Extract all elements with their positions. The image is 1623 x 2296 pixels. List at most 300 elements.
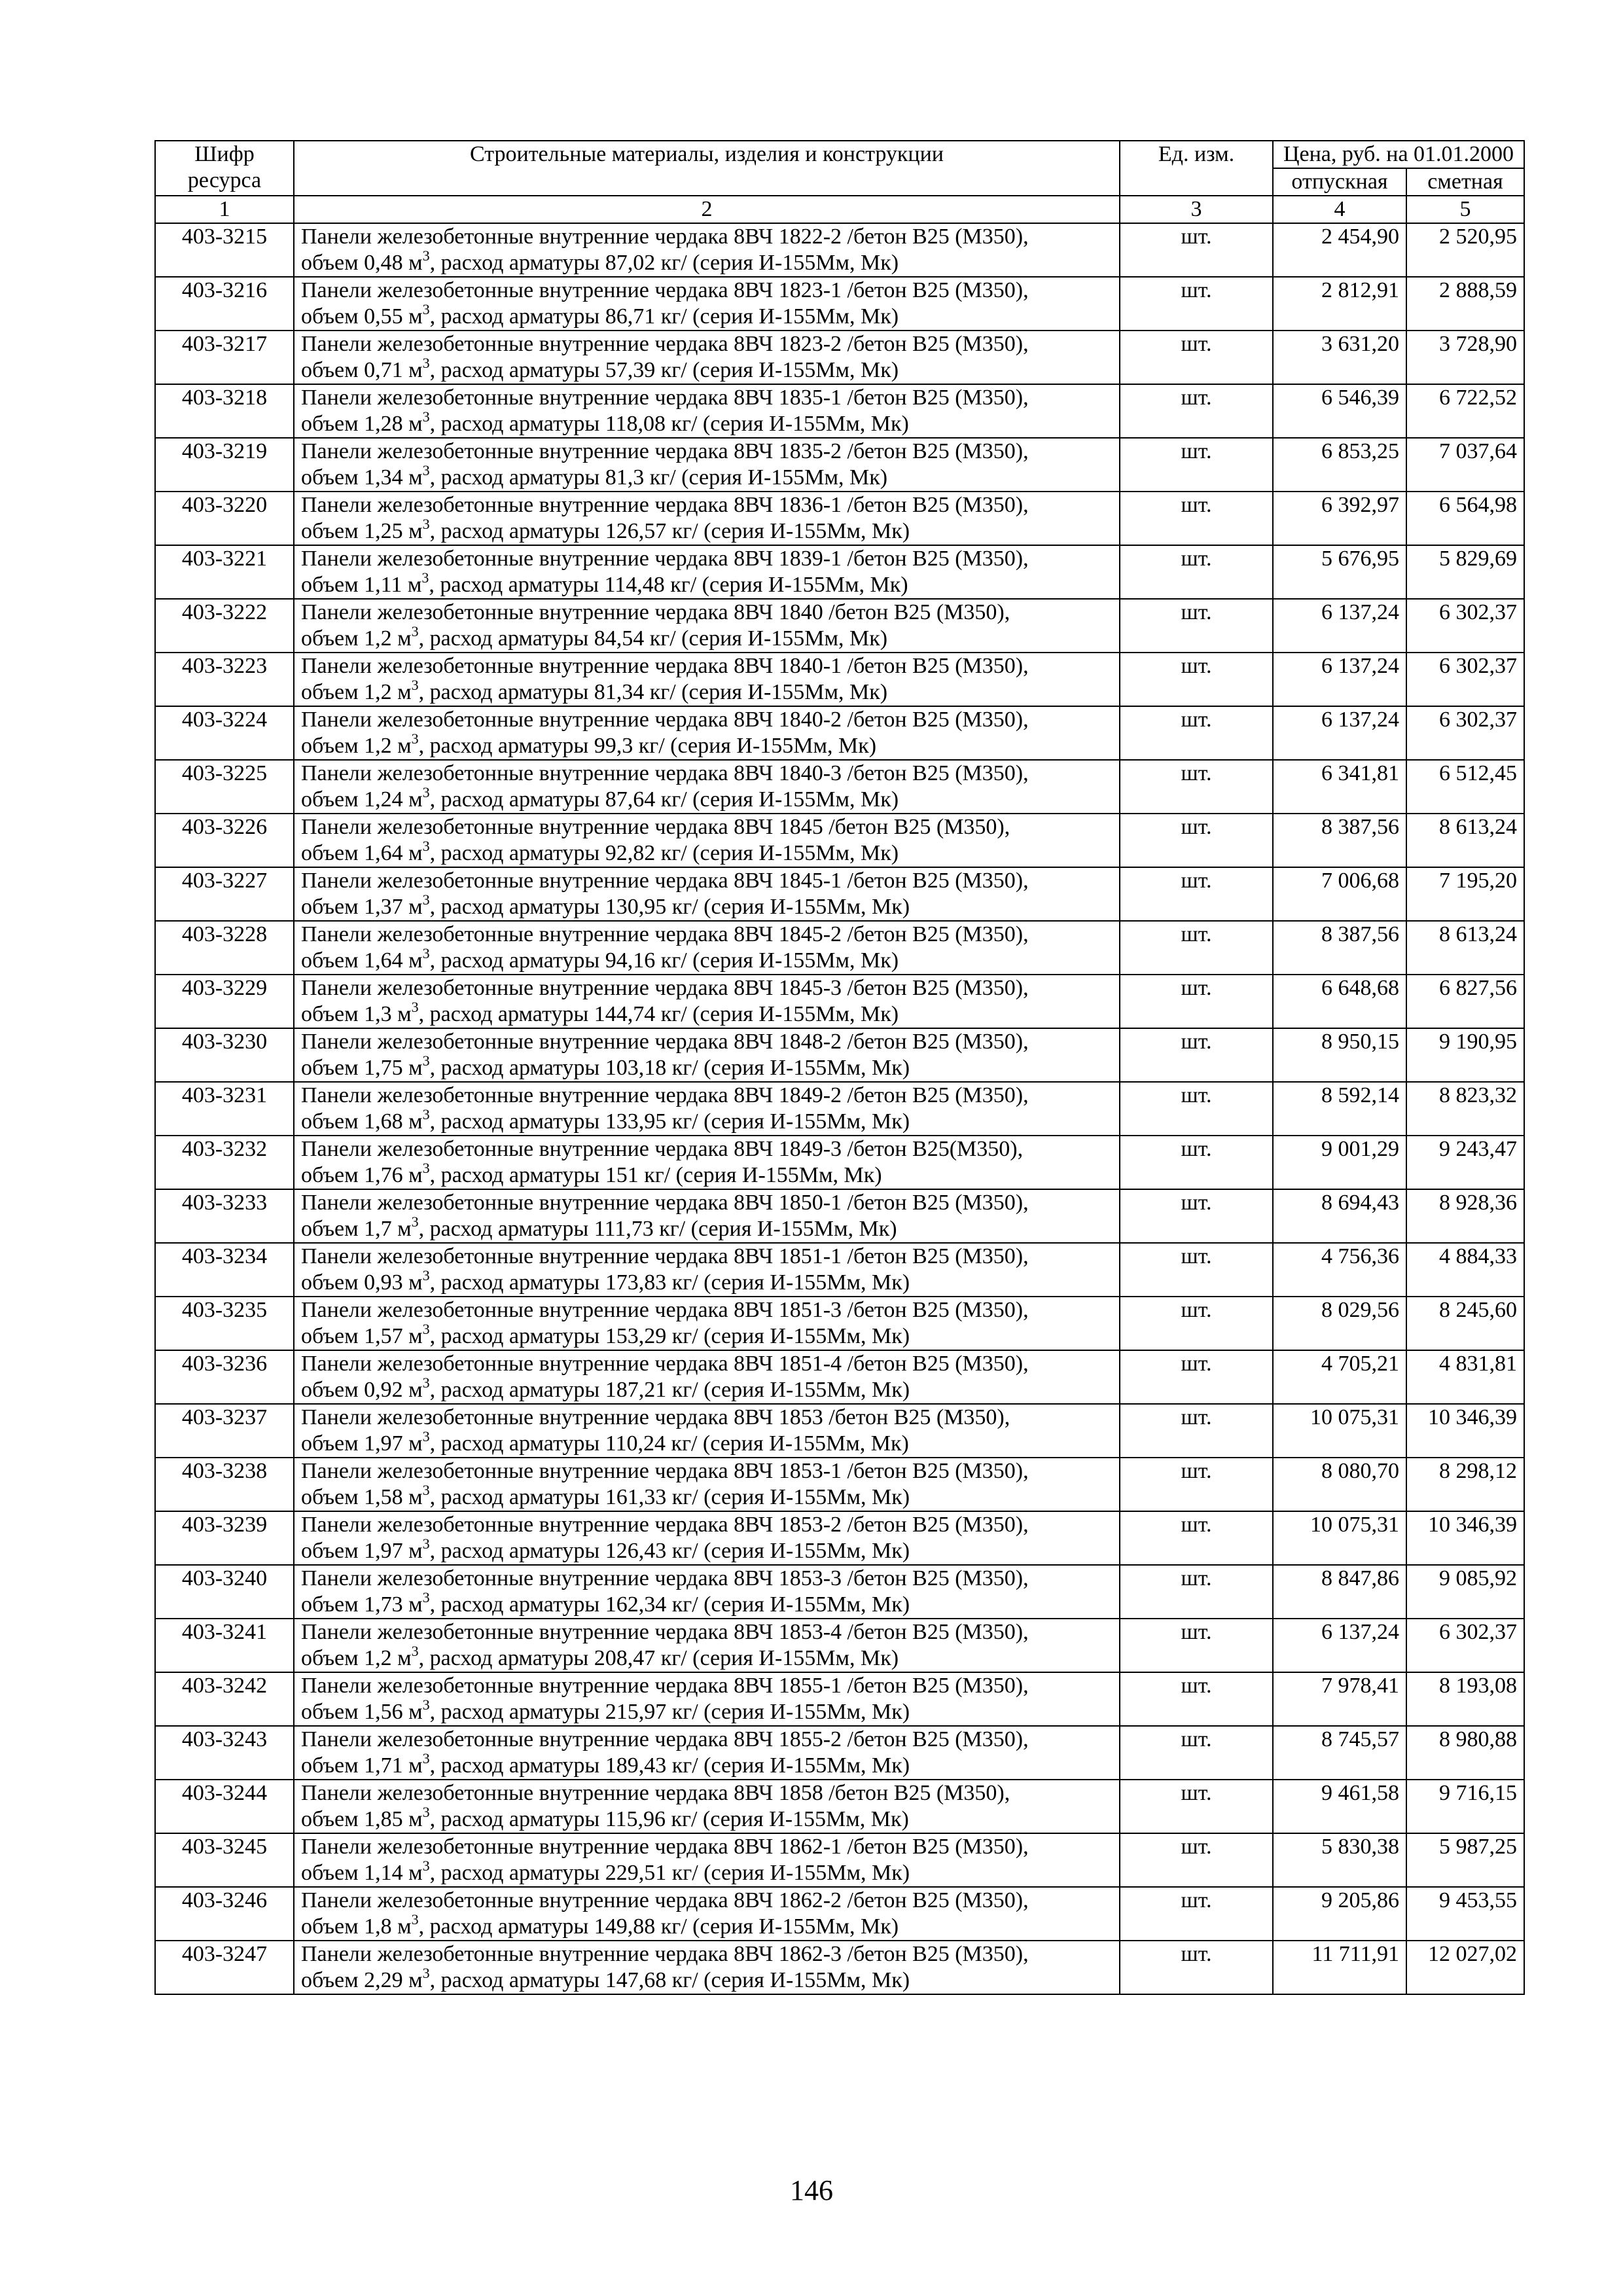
resource-code: 403-3225 <box>181 761 268 785</box>
resource-code-cell <box>155 223 294 277</box>
unit-cell <box>1120 1028 1273 1082</box>
resource-code: 403-3232 <box>181 1137 268 1161</box>
description-cell <box>294 438 1120 492</box>
description-cell <box>294 331 1120 384</box>
unit-cell <box>1120 921 1273 975</box>
table-row <box>155 1511 1524 1565</box>
price-estimate-cell <box>1406 1243 1524 1297</box>
description-cell <box>294 1672 1120 1726</box>
description-cell <box>294 1350 1120 1404</box>
table-row <box>155 1297 1524 1350</box>
description-cell <box>294 1297 1120 1350</box>
description-reinforcement: , расход арматуры 130,95 кг/ (серия И-155Мм, Мк) <box>429 895 910 919</box>
description-line2 <box>301 461 1113 491</box>
price-release-value: 6 648,68 <box>1321 976 1399 1000</box>
price-release-cell <box>1273 1887 1406 1941</box>
description-reinforcement: , расход арматуры 126,43 кг/ (серия И-155Мм, Мк) <box>429 1539 910 1563</box>
description-line2 <box>301 944 1113 974</box>
description-volume: объем 0,55 м <box>301 304 423 329</box>
price-release-value: 8 029,56 <box>1321 1298 1399 1322</box>
unit-cell <box>1120 867 1273 921</box>
price-release-value: 10 075,31 <box>1310 1405 1399 1429</box>
price-estimate-value: 2 520,95 <box>1439 224 1517 249</box>
table-header-row-1 <box>155 141 1524 168</box>
description-line1: Панели железобетонные внутренние чердака 8ВЧ 1848-2 /бетон В25 (М350), <box>301 1030 1029 1054</box>
unit-value: шт. <box>1181 1459 1212 1483</box>
description-line2 <box>301 515 1113 545</box>
description-cell <box>294 1404 1120 1458</box>
description-line2 <box>301 1696 1113 1725</box>
price-estimate-cell <box>1406 706 1524 760</box>
description-line1: Панели железобетонные внутренние чердака 8ВЧ 1845-2 /бетон В25 (М350), <box>301 922 1029 946</box>
description-volume: объем 0,93 м <box>301 1270 423 1295</box>
description-line1: Панели железобетонные внутренние чердака 8ВЧ 1836-1 /бетон В25 (М350), <box>301 493 1029 517</box>
unit-value: шт. <box>1181 1727 1212 1751</box>
price-release-value: 6 137,24 <box>1321 600 1399 624</box>
description-cell <box>294 1082 1120 1136</box>
unit-value: шт. <box>1181 815 1212 839</box>
table-row <box>155 492 1524 545</box>
description-line2 <box>301 408 1113 437</box>
description-reinforcement: , расход арматуры 133,95 кг/ (серия И-155Мм, Мк) <box>429 1109 910 1134</box>
price-table-container <box>154 140 1524 1995</box>
table-row <box>155 545 1524 599</box>
table-row <box>155 1565 1524 1619</box>
price-estimate-cell <box>1406 1565 1524 1619</box>
unit-value: шт. <box>1181 1888 1212 1912</box>
unit-value: шт. <box>1181 493 1212 517</box>
resource-code: 403-3229 <box>181 976 268 1000</box>
price-release-value: 5 676,95 <box>1321 547 1399 571</box>
resource-code-cell <box>155 867 294 921</box>
price-estimate-cell <box>1406 760 1524 814</box>
description-volume: объем 1,64 м <box>301 841 423 865</box>
table-row <box>155 331 1524 384</box>
description-line1: Панели железобетонные внутренние чердака 8ВЧ 1840-2 /бетон В25 (М350), <box>301 708 1029 732</box>
resource-code-cell <box>155 545 294 599</box>
unit-cell <box>1120 1833 1273 1887</box>
resource-code: 403-3239 <box>181 1513 268 1537</box>
price-release-cell <box>1273 1350 1406 1404</box>
resource-code: 403-3238 <box>181 1459 268 1483</box>
unit-value: шт. <box>1181 1513 1212 1537</box>
description-cell <box>294 384 1120 438</box>
description-volume: объем 1,2 м <box>301 734 412 758</box>
table-row <box>155 1726 1524 1780</box>
description-reinforcement: , расход арматуры 229,51 кг/ (серия И-155Мм, Мк) <box>429 1861 910 1885</box>
table-row <box>155 1189 1524 1243</box>
description-cell <box>294 1726 1120 1780</box>
price-release-value: 8 387,56 <box>1321 922 1399 946</box>
description-line2 <box>301 783 1113 813</box>
description-line2 <box>301 1374 1113 1403</box>
price-release-value: 6 137,24 <box>1321 708 1399 732</box>
price-estimate-cell <box>1406 1082 1524 1136</box>
price-estimate-value: 7 037,64 <box>1439 439 1517 463</box>
cubic-superscript: 3 <box>411 730 419 747</box>
description-line2 <box>301 1427 1113 1457</box>
price-release-cell <box>1273 1297 1406 1350</box>
price-estimate-value: 9 453,55 <box>1439 1888 1517 1912</box>
table-row <box>155 1243 1524 1297</box>
price-estimate-cell <box>1406 545 1524 599</box>
table-row <box>155 1887 1524 1941</box>
unit-value: шт. <box>1181 1083 1212 1107</box>
description-line1: Панели железобетонные внутренние чердака 8ВЧ 1823-2 /бетон В25 (М350), <box>301 332 1029 356</box>
description-reinforcement: , расход арматуры 115,96 кг/ (серия И-155Мм, Мк) <box>429 1807 909 1831</box>
description-cell <box>294 1941 1120 1994</box>
description-volume: объем 1,7 м <box>301 1217 412 1241</box>
description-line2 <box>301 1857 1113 1886</box>
price-release-cell <box>1273 706 1406 760</box>
description-reinforcement: , расход арматуры 86,71 кг/ (серия И-155Мм, Мк) <box>429 304 899 329</box>
price-estimate-value: 8 245,60 <box>1439 1298 1517 1322</box>
resource-code-cell <box>155 277 294 331</box>
description-cell <box>294 867 1120 921</box>
description-line1: Панели железобетонные внутренние чердака 8ВЧ 1835-1 /бетон В25 (М350), <box>301 386 1029 410</box>
resource-code-cell <box>155 1619 294 1672</box>
description-line2 <box>301 1105 1113 1135</box>
description-cell <box>294 1511 1120 1565</box>
resource-code-cell <box>155 1780 294 1833</box>
cubic-superscript: 3 <box>422 461 430 478</box>
description-line1: Панели железобетонные внутренние чердака 8ВЧ 1840-3 /бетон В25 (М350), <box>301 761 1029 785</box>
unit-cell <box>1120 975 1273 1028</box>
price-release-cell <box>1273 1726 1406 1780</box>
cubic-superscript: 3 <box>422 515 430 532</box>
price-release-cell <box>1273 921 1406 975</box>
price-release-value: 7 978,41 <box>1321 1674 1399 1698</box>
description-reinforcement: , расход арматуры 161,33 кг/ (серия И-155Мм, Мк) <box>429 1485 910 1509</box>
resource-code-cell <box>155 814 294 867</box>
unit-value: шт. <box>1181 1030 1212 1054</box>
table-row <box>155 706 1524 760</box>
description-cell <box>294 975 1120 1028</box>
description-cell <box>294 814 1120 867</box>
description-volume: объем 0,92 м <box>301 1378 423 1402</box>
description-volume: объем 1,68 м <box>301 1109 423 1134</box>
description-line1: Панели железобетонные внутренние чердака 8ВЧ 1858 /бетон В25 (М350), <box>301 1781 1010 1805</box>
description-line1: Панели железобетонные внутренние чердака 8ВЧ 1849-2 /бетон В25 (М350), <box>301 1083 1029 1107</box>
price-release-value: 8 080,70 <box>1321 1459 1399 1483</box>
unit-cell <box>1120 545 1273 599</box>
resource-code-cell <box>155 1243 294 1297</box>
unit-cell <box>1120 706 1273 760</box>
description-reinforcement: , расход арматуры 87,64 кг/ (серия И-155Мм, Мк) <box>429 787 899 812</box>
resource-code: 403-3215 <box>181 224 268 249</box>
unit-cell <box>1120 653 1273 706</box>
price-estimate-value: 10 346,39 <box>1428 1405 1517 1429</box>
resource-code-cell <box>155 438 294 492</box>
resource-code-cell <box>155 653 294 706</box>
description-line2 <box>301 1642 1113 1672</box>
cubic-superscript: 3 <box>422 1266 430 1283</box>
unit-value: шт. <box>1181 547 1212 571</box>
price-estimate-cell <box>1406 1404 1524 1458</box>
unit-value: шт. <box>1181 654 1212 678</box>
resource-code-cell <box>155 384 294 438</box>
price-estimate-value: 6 302,37 <box>1439 1620 1517 1644</box>
resource-code-cell <box>155 1726 294 1780</box>
cubic-superscript: 3 <box>421 569 429 586</box>
description-line1: Панели железобетонные внутренние чердака 8ВЧ 1850-1 /бетон В25 (М350), <box>301 1191 1029 1215</box>
description-cell <box>294 1243 1120 1297</box>
description-line1: Панели железобетонные внутренние чердака 8ВЧ 1853-2 /бетон В25 (М350), <box>301 1513 1029 1537</box>
price-estimate-cell <box>1406 1297 1524 1350</box>
cubic-superscript: 3 <box>422 783 430 800</box>
resource-code: 403-3217 <box>181 332 268 356</box>
price-estimate-cell <box>1406 223 1524 277</box>
price-release-cell <box>1273 975 1406 1028</box>
description-line1: Панели железобетонные внутренние чердака 8ВЧ 1851-3 /бетон В25 (М350), <box>301 1298 1029 1322</box>
price-release-cell <box>1273 1189 1406 1243</box>
resource-code-cell <box>155 492 294 545</box>
description-reinforcement: , расход арматуры 126,57 кг/ (серия И-155Мм, Мк) <box>429 519 910 543</box>
price-release-value: 4 705,21 <box>1321 1352 1399 1376</box>
unit-value: шт. <box>1181 278 1212 302</box>
column-number-3: 3 <box>1120 196 1273 223</box>
table-row <box>155 814 1524 867</box>
unit-cell <box>1120 223 1273 277</box>
resource-code: 403-3236 <box>181 1352 268 1376</box>
cubic-superscript: 3 <box>422 247 430 264</box>
price-estimate-value: 6 302,37 <box>1439 600 1517 624</box>
price-estimate-cell <box>1406 1619 1524 1672</box>
description-volume: объем 1,2 м <box>301 680 412 704</box>
column-number-4: 4 <box>1273 196 1406 223</box>
description-reinforcement: , расход арматуры 111,73 кг/ (серия И-155Мм, Мк) <box>418 1217 897 1241</box>
cubic-superscript: 3 <box>422 1374 430 1391</box>
description-reinforcement: , расход арматуры 84,54 кг/ (серия И-155Мм, Мк) <box>418 626 888 651</box>
price-estimate-value: 2 888,59 <box>1439 278 1517 302</box>
price-release-cell <box>1273 1619 1406 1672</box>
table-row <box>155 223 1524 277</box>
description-cell <box>294 760 1120 814</box>
description-volume: объем 0,71 м <box>301 358 423 382</box>
cubic-superscript: 3 <box>422 1964 430 1981</box>
description-reinforcement: , расход арматуры 114,48 кг/ (серия И-155Мм, Мк) <box>429 573 908 597</box>
price-release-cell <box>1273 1511 1406 1565</box>
price-estimate-value: 9 085,92 <box>1439 1566 1517 1590</box>
description-volume: объем 1,37 м <box>301 895 423 919</box>
resource-code: 403-3242 <box>181 1674 268 1698</box>
price-estimate-value: 10 346,39 <box>1428 1513 1517 1537</box>
description-line1: Панели железобетонные внутренние чердака 8ВЧ 1849-3 /бетон В25(М350), <box>301 1137 1024 1161</box>
unit-cell <box>1120 760 1273 814</box>
unit-value: шт. <box>1181 224 1212 249</box>
description-cell <box>294 277 1120 331</box>
description-cell <box>294 1136 1120 1189</box>
price-estimate-value: 6 302,37 <box>1439 708 1517 732</box>
price-release-cell <box>1273 653 1406 706</box>
price-release-cell <box>1273 760 1406 814</box>
price-release-value: 9 461,58 <box>1321 1781 1399 1805</box>
cubic-superscript: 3 <box>422 837 430 854</box>
resource-code-cell <box>155 599 294 653</box>
price-release-value: 7 006,68 <box>1321 869 1399 893</box>
description-line2 <box>301 569 1113 598</box>
description-line2 <box>301 730 1113 759</box>
cubic-superscript: 3 <box>422 354 430 371</box>
price-release-value: 5 830,38 <box>1321 1835 1399 1859</box>
description-line2 <box>301 1749 1113 1779</box>
price-estimate-cell <box>1406 599 1524 653</box>
cubic-superscript: 3 <box>411 1642 419 1659</box>
column-number-row <box>155 196 1524 223</box>
description-reinforcement: , расход арматуры 151 кг/ (серия И-155Мм, Мк) <box>429 1163 882 1187</box>
description-volume: объем 1,14 м <box>301 1861 423 1885</box>
description-reinforcement: , расход арматуры 147,68 кг/ (серия И-155Мм, Мк) <box>429 1968 910 1992</box>
table-row <box>155 1136 1524 1189</box>
description-line2 <box>301 998 1113 1028</box>
price-release-value: 2 454,90 <box>1321 224 1399 249</box>
description-line1: Панели железобетонные внутренние чердака 8ВЧ 1855-2 /бетон В25 (М350), <box>301 1727 1029 1751</box>
header-price-estimate: сметная <box>1406 168 1524 196</box>
price-release-value: 6 853,25 <box>1321 439 1399 463</box>
description-cell <box>294 1887 1120 1941</box>
cubic-superscript: 3 <box>422 1052 430 1069</box>
price-release-value: 9 205,86 <box>1321 1888 1399 1912</box>
header-price-group: Цена, руб. на 01.01.2000 <box>1273 141 1524 168</box>
description-cell <box>294 653 1120 706</box>
table-row <box>155 384 1524 438</box>
resource-code: 403-3231 <box>181 1083 268 1107</box>
unit-cell <box>1120 1297 1273 1350</box>
description-reinforcement: , расход арматуры 162,34 кг/ (серия И-155Мм, Мк) <box>429 1592 910 1617</box>
price-release-cell <box>1273 492 1406 545</box>
cubic-superscript: 3 <box>422 1159 430 1176</box>
description-volume: объем 1,2 м <box>301 626 412 651</box>
description-reinforcement: , расход арматуры 118,08 кг/ (серия И-155Мм, Мк) <box>429 412 909 436</box>
unit-cell <box>1120 1565 1273 1619</box>
price-release-value: 4 756,36 <box>1321 1244 1399 1268</box>
description-line2 <box>301 676 1113 706</box>
unit-value: шт. <box>1181 761 1212 785</box>
table-row <box>155 975 1524 1028</box>
price-estimate-cell <box>1406 277 1524 331</box>
header-code-line1: Шифр <box>194 142 255 166</box>
price-estimate-cell <box>1406 1189 1524 1243</box>
unit-cell <box>1120 331 1273 384</box>
price-release-cell <box>1273 1780 1406 1833</box>
price-release-cell <box>1273 1672 1406 1726</box>
description-line1: Панели железобетонные внутренние чердака 8ВЧ 1840-1 /бетон В25 (М350), <box>301 654 1029 678</box>
description-cell <box>294 1619 1120 1672</box>
description-reinforcement: , расход арматуры 187,21 кг/ (серия И-155Мм, Мк) <box>429 1378 910 1402</box>
unit-value: шт. <box>1181 1191 1212 1215</box>
price-release-cell <box>1273 867 1406 921</box>
price-estimate-value: 8 928,36 <box>1439 1191 1517 1215</box>
resource-code: 403-3216 <box>181 278 268 302</box>
description-volume: объем 1,85 м <box>301 1807 423 1831</box>
resource-code-cell <box>155 706 294 760</box>
price-estimate-value: 8 613,24 <box>1439 815 1517 839</box>
description-line2 <box>301 1535 1113 1564</box>
description-volume: объем 2,29 м <box>301 1968 423 1992</box>
description-line1: Панели железобетонные внутренние чердака 8ВЧ 1862-2 /бетон В25 (М350), <box>301 1888 1029 1912</box>
description-reinforcement: , расход арматуры 153,29 кг/ (серия И-155Мм, Мк) <box>429 1324 910 1348</box>
description-cell <box>294 545 1120 599</box>
price-release-cell <box>1273 331 1406 384</box>
price-estimate-cell <box>1406 492 1524 545</box>
price-release-cell <box>1273 1458 1406 1511</box>
unit-value: шт. <box>1181 600 1212 624</box>
price-estimate-value: 6 827,56 <box>1439 976 1517 1000</box>
description-cell <box>294 599 1120 653</box>
price-estimate-value: 9 243,47 <box>1439 1137 1517 1161</box>
price-estimate-cell <box>1406 1350 1524 1404</box>
unit-cell <box>1120 1780 1273 1833</box>
resource-code: 403-3235 <box>181 1298 268 1322</box>
table-row <box>155 921 1524 975</box>
description-line1: Панели железобетонные внутренние чердака 8ВЧ 1835-2 /бетон В25 (М350), <box>301 439 1029 463</box>
description-cell <box>294 1780 1120 1833</box>
header-unit: Ед. изм. <box>1120 141 1273 196</box>
description-reinforcement: , расход арматуры 87,02 кг/ (серия И-155Мм, Мк) <box>429 251 899 275</box>
description-line2 <box>301 1588 1113 1618</box>
price-release-value: 8 847,86 <box>1321 1566 1399 1590</box>
description-cell <box>294 1833 1120 1887</box>
table-row <box>155 1350 1524 1404</box>
unit-cell <box>1120 1887 1273 1941</box>
table-row <box>155 1780 1524 1833</box>
description-line1: Панели железобетонные внутренние чердака 8ВЧ 1853-1 /бетон В25 (М350), <box>301 1459 1029 1483</box>
price-estimate-value: 6 512,45 <box>1439 761 1517 785</box>
cubic-superscript: 3 <box>422 1588 430 1605</box>
resource-code: 403-3230 <box>181 1030 268 1054</box>
unit-cell <box>1120 1082 1273 1136</box>
unit-value: шт. <box>1181 1781 1212 1805</box>
unit-cell <box>1120 1726 1273 1780</box>
cubic-superscript: 3 <box>422 1696 430 1713</box>
resource-code-cell <box>155 760 294 814</box>
unit-value: шт. <box>1181 976 1212 1000</box>
cubic-superscript: 3 <box>422 1320 430 1337</box>
description-line2 <box>301 1213 1113 1242</box>
price-estimate-value: 6 564,98 <box>1439 493 1517 517</box>
description-line2 <box>301 837 1113 867</box>
unit-cell <box>1120 438 1273 492</box>
unit-cell <box>1120 1136 1273 1189</box>
table-row <box>155 1082 1524 1136</box>
cubic-superscript: 3 <box>422 1803 430 1820</box>
resource-code-cell <box>155 1297 294 1350</box>
resource-code-cell <box>155 975 294 1028</box>
price-estimate-cell <box>1406 653 1524 706</box>
cubic-superscript: 3 <box>411 1213 419 1230</box>
description-line2 <box>301 1266 1113 1296</box>
price-release-value: 8 745,57 <box>1321 1727 1399 1751</box>
table-row <box>155 653 1524 706</box>
cubic-superscript: 3 <box>422 1857 430 1874</box>
description-line2 <box>301 891 1113 920</box>
resource-code-cell <box>155 1404 294 1458</box>
cubic-superscript: 3 <box>422 1535 430 1552</box>
resource-code: 403-3240 <box>181 1566 268 1590</box>
price-estimate-value: 9 190,95 <box>1439 1030 1517 1054</box>
unit-value: шт. <box>1181 1566 1212 1590</box>
resource-code: 403-3234 <box>181 1244 268 1268</box>
description-line1: Панели железобетонные внутренние чердака 8ВЧ 1845 /бетон В25 (М350), <box>301 815 1010 839</box>
price-estimate-cell <box>1406 384 1524 438</box>
description-volume: объем 1,11 м <box>301 573 422 597</box>
unit-cell <box>1120 1189 1273 1243</box>
price-estimate-value: 5 987,25 <box>1439 1835 1517 1859</box>
description-reinforcement: , расход арматуры 103,18 кг/ (серия И-155Мм, Мк) <box>429 1056 910 1080</box>
description-reinforcement: , расход арматуры 92,82 кг/ (серия И-155Мм, Мк) <box>429 841 899 865</box>
description-cell <box>294 492 1120 545</box>
description-line2 <box>301 247 1113 276</box>
